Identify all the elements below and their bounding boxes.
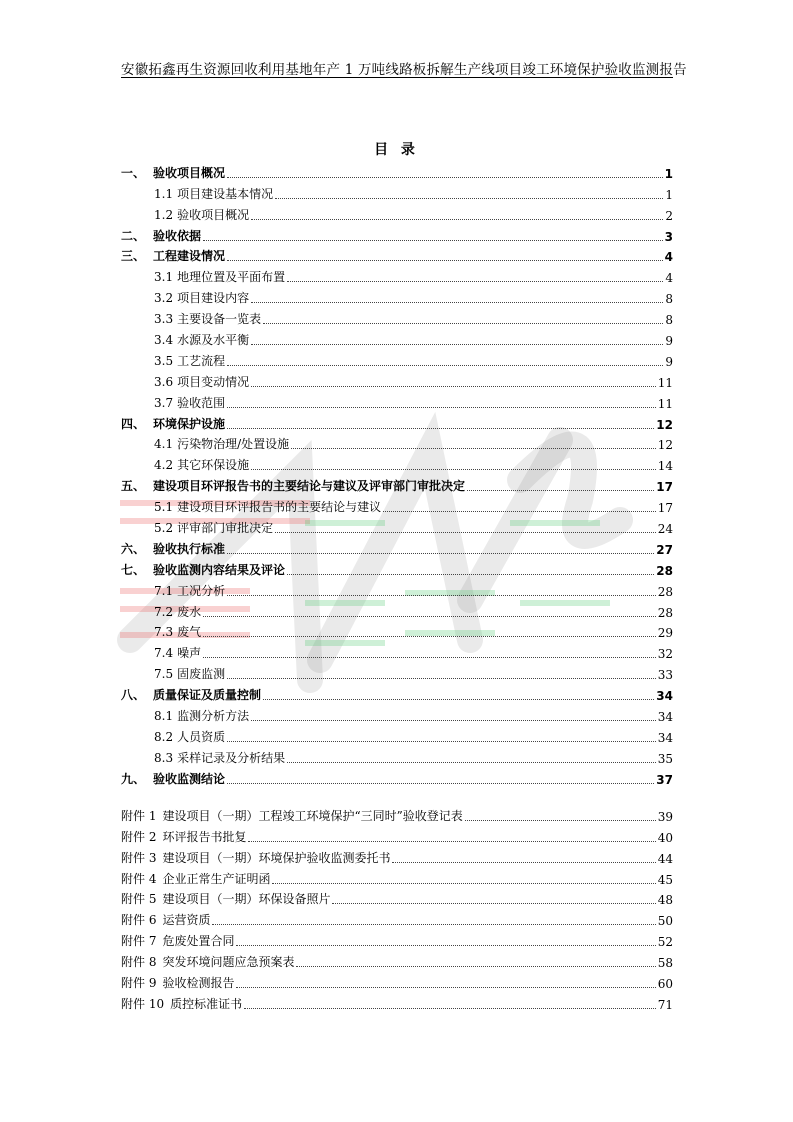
toc-entry-title: 验收项目概况 [177,207,250,222]
toc-page-number: 1 [665,187,673,202]
toc-section-row[interactable] [121,703,673,724]
toc-section-row[interactable] [121,620,673,641]
toc-entry-number: 8.2 [154,729,174,744]
toc-entry-number: 4.1 [154,437,174,452]
toc-entry-number: 3.5 [154,353,174,368]
toc-leader-dots [287,574,654,575]
toc-page-number: 17 [656,480,673,495]
toc-entry-text [154,582,225,599]
toc-page-number: 34 [657,730,673,745]
toc-leader-dots [251,302,663,303]
toc-section-row[interactable] [121,264,673,285]
toc-entry-number: 5.1 [154,500,174,515]
attachment-row[interactable] [121,907,673,928]
toc-entry-number: 7.1 [154,583,174,598]
attachment-leader-dots [332,903,655,904]
toc-page-number: 4 [664,250,673,265]
toc-entry-title: 验收依据 [153,228,202,243]
toc-page-number: 35 [657,751,673,766]
toc-page-number: 14 [657,459,673,474]
toc-section-row[interactable] [121,578,673,599]
attachment-title: 建设项目（一期）环境保护验收监测委托书 [162,850,391,865]
toc-entry-text [121,561,285,578]
toc-leader-dots [227,260,663,261]
attachment-title: 运营资质 [162,913,211,928]
toc-entry-number: 一、 [121,165,146,180]
toc-leader-dots [275,532,656,533]
toc-page-number: 3 [664,229,673,244]
toc-entry-number: 九、 [121,771,146,786]
toc-entry-title: 验收执行标准 [153,541,226,556]
toc-chapter-row[interactable] [121,536,673,557]
toc-entry-text [121,686,261,703]
toc-leader-dots [251,386,656,387]
toc-leader-dots [251,344,663,345]
toc-entry-title: 工况分析 [177,583,226,598]
toc-section-row[interactable] [121,599,673,620]
toc-chapter-row[interactable] [121,557,673,578]
toc-page-number: 9 [665,334,673,349]
toc-entry-number: 三、 [121,249,146,264]
toc-entry-number: 六、 [121,541,146,556]
toc-entry-text [154,519,273,536]
toc-entry-title: 工程建设情况 [153,249,226,264]
toc-entry-number: 二、 [121,228,146,243]
toc-entry-number: 7.2 [154,604,174,619]
toc-entry-text [121,247,225,264]
toc-page-number: 12 [657,438,673,453]
toc-entry-text [154,707,249,724]
toc-section-row[interactable] [121,327,673,348]
toc-leader-dots [203,616,656,617]
attachment-title: 建设项目（一期）环保设备照片 [162,892,331,907]
attachment-leader-dots [236,987,655,988]
toc-entry-text [154,623,201,640]
toc-chapter-row[interactable] [121,244,673,265]
toc-entry-text [154,394,225,411]
attachment-title: 环评报告书批复 [162,829,247,844]
toc-entry-title: 环境保护设施 [153,416,226,431]
table-of-contents [121,160,673,787]
toc-entry-title: 项目建设内容 [177,291,250,306]
toc-entry-number: 3.6 [154,374,174,389]
toc-leader-dots [287,762,656,763]
toc-page-number: 2 [665,208,673,223]
toc-entry-title: 项目建设基本情况 [177,186,274,201]
toc-leader-dots [287,281,663,282]
toc-entry-title: 废气 [177,625,202,640]
toc-entry-text [121,770,225,787]
attachment-leader-dots [212,924,655,925]
toc-page-number: 24 [657,522,673,537]
attachment-row[interactable] [121,866,673,887]
toc-leader-dots [467,490,654,491]
attachment-list [121,803,673,1012]
toc-entry-text [154,373,249,390]
toc-section-row[interactable] [121,745,673,766]
attachment-label: 附件 8 [121,955,157,970]
toc-page-number: 11 [657,396,673,411]
toc-chapter-row[interactable] [121,766,673,787]
toc-entry-number: 8.3 [154,750,174,765]
toc-entry-number: 3.7 [154,395,174,410]
toc-leader-dots [263,699,654,700]
toc-section-row[interactable] [121,285,673,306]
toc-page-number: 28 [657,605,673,620]
toc-chapter-row[interactable] [121,473,673,494]
attachment-leader-dots [272,883,655,884]
attachment-page-number: 48 [657,893,673,908]
attachment-label: 附件 6 [121,913,157,928]
toc-chapter-row[interactable] [121,682,673,703]
toc-entry-number: 8.1 [154,709,174,724]
toc-entry-title: 验收项目概况 [153,165,226,180]
toc-entry-number: 5.2 [154,521,174,536]
attachment-leader-dots [392,862,655,863]
toc-entry-text [121,477,465,494]
toc-entry-number: 1.1 [154,186,174,201]
attachment-row[interactable] [121,949,673,970]
attachment-title: 突发环境问题应急预案表 [162,955,295,970]
toc-leader-dots [251,720,656,721]
page-header-title: 安徽拓鑫再生资源回收利用基地年产 1 万吨线路板拆解生产线项目竣工环境保护验收监测报告 [121,62,687,78]
toc-entry-text [154,728,225,745]
toc-page-number: 4 [665,271,673,286]
toc-leader-dots [203,657,656,658]
attachment-label: 附件 4 [121,871,157,886]
toc-entry-text [154,268,285,285]
toc-chapter-row[interactable] [121,160,673,181]
toc-page-number: 8 [665,292,673,307]
attachment-leader-dots [465,820,656,821]
toc-entry-title: 质量保证及质量控制 [153,688,262,703]
toc-entry-number: 3.4 [154,333,174,348]
toc-entry-number: 3.3 [154,312,174,327]
attachment-row[interactable] [121,991,673,1012]
attachment-row[interactable] [121,824,673,845]
attachment-label: 附件 1 [121,808,157,823]
toc-entry-number: 7.5 [154,667,174,682]
attachment-page-number: 45 [657,872,673,887]
toc-entry-number: 八、 [121,688,146,703]
toc-chapter-row[interactable] [121,223,673,244]
toc-entry-text [154,206,249,223]
toc-page-number: 33 [657,668,673,683]
toc-entry-number: 3.1 [154,270,174,285]
attachment-label: 附件 7 [121,934,157,949]
toc-page-number: 1 [664,166,673,181]
toc-leader-dots [251,219,663,220]
toc-leader-dots [203,240,663,241]
toc-leader-dots [203,636,656,637]
toc-leader-dots [227,365,663,366]
toc-page-number: 37 [656,772,673,787]
attachment-row[interactable] [121,845,673,866]
toc-entry-text [154,498,381,515]
toc-section-row[interactable] [121,432,673,453]
attachment-leader-dots [244,1008,656,1009]
toc-entry-text [154,310,261,327]
toc-leader-dots [291,448,656,449]
toc-leader-dots [251,469,656,470]
toc-leader-dots [227,678,656,679]
attachment-leader-dots [296,966,655,967]
toc-entry-text [154,456,249,473]
toc-entry-text [154,435,289,452]
toc-entry-title: 建设项目环评报告书的主要结论与建议 [177,500,382,515]
attachment-title: 建设项目（一期）工程竣工环境保护“三同时”验收登记表 [162,808,463,823]
toc-page-number: 28 [657,584,673,599]
toc-page-number: 12 [656,417,673,432]
attachment-page-number: 60 [657,977,673,992]
attachment-label: 附件 2 [121,829,157,844]
toc-page-number: 34 [657,710,673,725]
toc-section-row[interactable] [121,306,673,327]
toc-entry-title: 其它环保设施 [177,458,250,473]
toc-page-number: 11 [657,375,673,390]
toc-leader-dots [383,511,656,512]
attachment-title: 危废处置合同 [162,934,235,949]
toc-entry-number: 3.2 [154,291,174,306]
header-rule [121,77,673,78]
toc-entry-text [154,289,249,306]
toc-title: 目 录 [374,142,419,158]
attachment-page-number: 44 [657,851,673,866]
toc-leader-dots [227,177,663,178]
toc-entry-title: 采样记录及分析结果 [177,750,286,765]
toc-entry-number: 4.2 [154,458,174,473]
toc-section-row[interactable] [121,724,673,745]
toc-entry-text [121,540,225,557]
toc-entry-number: 七、 [121,562,146,577]
toc-page-number: 34 [656,689,673,704]
toc-section-row[interactable] [121,515,673,536]
toc-chapter-row[interactable] [121,411,673,432]
toc-page-number: 32 [657,647,673,662]
toc-entry-title: 工艺流程 [177,353,226,368]
attachment-title: 企业正常生产证明函 [162,871,271,886]
toc-entry-title: 验收监测结论 [153,771,226,786]
toc-entry-title: 地理位置及平面布置 [177,270,286,285]
toc-leader-dots [227,595,656,596]
toc-entry-title: 验收范围 [177,395,226,410]
toc-entry-title: 污染物治理/处置设施 [177,437,290,452]
toc-leader-dots [227,741,656,742]
attachment-label: 附件 3 [121,850,157,865]
attachment-leader-dots [236,945,655,946]
attachment-row[interactable] [121,928,673,949]
attachment-page-number: 71 [657,997,673,1012]
toc-page-number: 28 [656,563,673,578]
attachment-title: 质控标准证书 [170,996,243,1011]
toc-entry-text [154,331,249,348]
toc-entry-title: 主要设备一览表 [177,312,262,327]
toc-page-number: 17 [657,501,673,516]
attachment-page-number: 40 [657,830,673,845]
toc-entry-text [154,665,225,682]
toc-leader-dots [227,783,654,784]
toc-leader-dots [227,553,654,554]
toc-entry-text [154,185,273,202]
toc-section-row[interactable] [121,661,673,682]
toc-page-number: 29 [657,626,673,641]
toc-entry-text [154,749,285,766]
attachment-page-number: 58 [657,956,673,971]
toc-leader-dots [263,323,663,324]
toc-entry-title: 评审部门审批决定 [177,521,274,536]
toc-entry-text [154,352,225,369]
attachment-label: 附件 10 [121,996,165,1011]
toc-leader-dots [275,198,663,199]
toc-entry-title: 人员资质 [177,729,226,744]
attachment-page-number: 39 [657,809,673,824]
attachment-row[interactable] [121,970,673,991]
toc-page-number: 27 [656,542,673,557]
toc-entry-title: 项目变动情况 [177,374,250,389]
attachment-leader-dots [248,841,655,842]
attachment-page-number: 50 [657,914,673,929]
toc-entry-text [121,227,201,244]
toc-entry-title: 水源及水平衡 [177,333,250,348]
toc-entry-title: 建设项目环评报告书的主要结论与建议及评审部门审批决定 [153,479,466,494]
toc-section-row[interactable] [121,494,673,515]
toc-entry-number: 五、 [121,479,146,494]
toc-leader-dots [227,407,656,408]
toc-entry-number: 1.2 [154,207,174,222]
toc-leader-dots [227,428,654,429]
toc-entry-title: 监测分析方法 [177,709,250,724]
toc-section-row[interactable] [121,348,673,369]
toc-entry-text [154,644,201,661]
attachment-title: 验收检测报告 [162,976,235,991]
toc-section-row[interactable] [121,202,673,223]
toc-entry-text [121,415,225,432]
toc-entry-text [121,164,225,181]
toc-entry-text [154,603,201,620]
toc-entry-title: 验收监测内容结果及评论 [153,562,286,577]
toc-page-number: 8 [665,313,673,328]
toc-entry-number: 四、 [121,416,146,431]
toc-entry-number: 7.3 [154,625,174,640]
toc-entry-number: 7.4 [154,646,174,661]
attachment-row[interactable] [121,803,673,824]
toc-section-row[interactable] [121,640,673,661]
toc-page-number: 9 [665,354,673,369]
attachment-label: 附件 9 [121,976,157,991]
toc-section-row[interactable] [121,390,673,411]
toc-section-row[interactable] [121,369,673,390]
attachment-row[interactable] [121,887,673,908]
toc-section-row[interactable] [121,181,673,202]
toc-entry-title: 固废监测 [177,667,226,682]
toc-entry-title: 废水 [177,604,202,619]
attachment-page-number: 52 [657,935,673,950]
attachment-label: 附件 5 [121,892,157,907]
toc-entry-title: 噪声 [177,646,202,661]
toc-section-row[interactable] [121,452,673,473]
